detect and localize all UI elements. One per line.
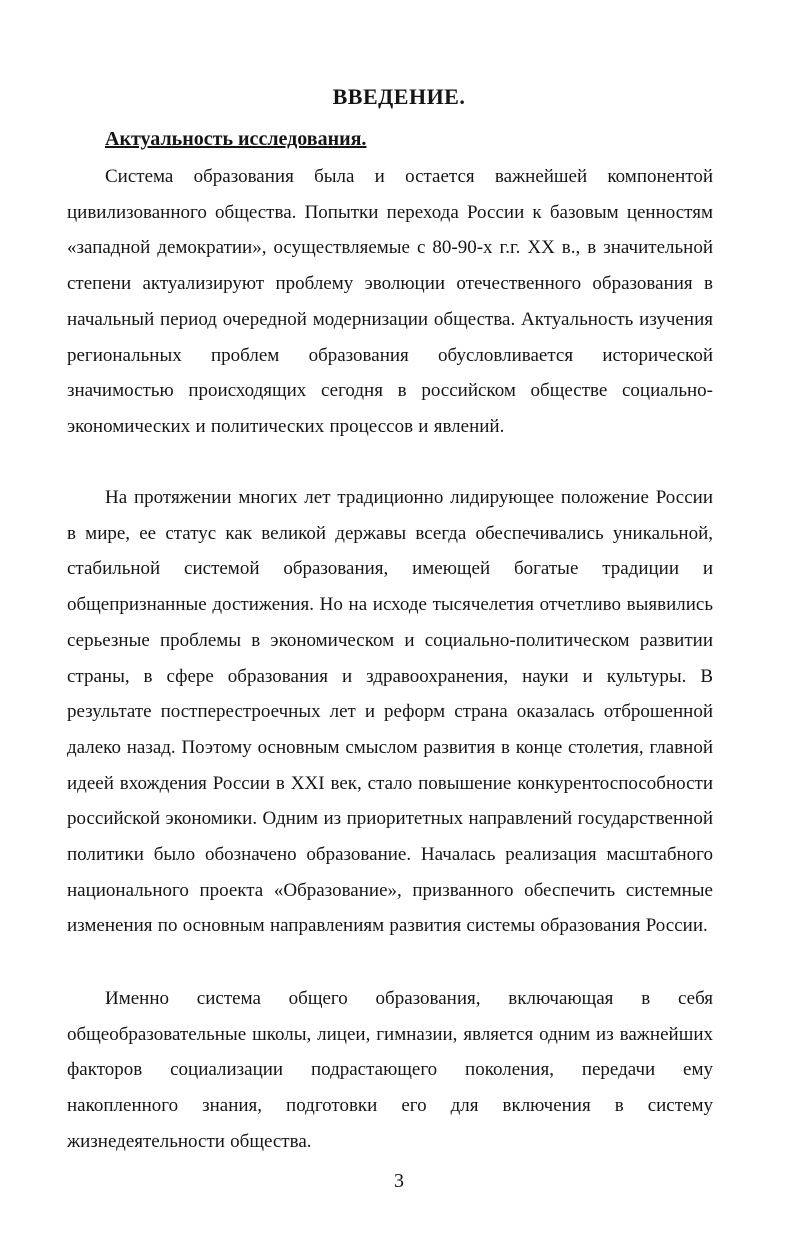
page-title: ВВЕДЕНИЕ. <box>332 84 466 109</box>
paragraph-2: На протяжении многих лет традиционно лидирующее положение России в мире, ее статус как великой державы всегда обеспечивались уникальной, стабильной системой образования, имеющей богатые традиции и общепризнанные достижения. Но на исходе тысячелетия отчетливо выявились серьезные проблемы в экономическом и социально-политическом развитии страны, в сфере образования и здравоохранения, науки и культуры. В результате постперестроечных лет и реформ страна оказалась отброшенной далеко назад. Поэтому основным смыслом развития в конце столетия, главной идеей вхождения России в XXI век, стало повышение конкурентоспособности российской экономики. Одним из приоритетных направлений государственной политики было обозначено образование. Началась реализация масштабного национального проекта «Образование», призванного обеспечить системные изменения по основным направлениям развития системы образования России. <box>67 487 713 937</box>
page-number: 3 <box>394 1170 404 1192</box>
paragraph-3: Именно система общего образования, включающая в себя общеобразовательные школы, лицеи, гимназии, является одним из важнейших факторов социализации подрастающего поколения, передачи ему накопленного знания, подготовки его для включения в систему жизнедеятельности общества. <box>67 988 713 1152</box>
section-heading: Актуальность исследования. <box>105 128 367 150</box>
paragraph-1: Система образования была и остается важнейшей компонентой цивилизованного общества. Попытки перехода России к базовым ценностям «западной демократии», осуществляемые с 80-90-х г.г. XX в., в значительной степени актуализируют проблему эволюции отечественного образования в начальный период очередной модернизации общества. Актуальность изучения региональных проблем образования обусловливается исторической значимостью происходящих сегодня в российском обществе социально-экономических и политических процессов и явлений. <box>67 166 713 437</box>
